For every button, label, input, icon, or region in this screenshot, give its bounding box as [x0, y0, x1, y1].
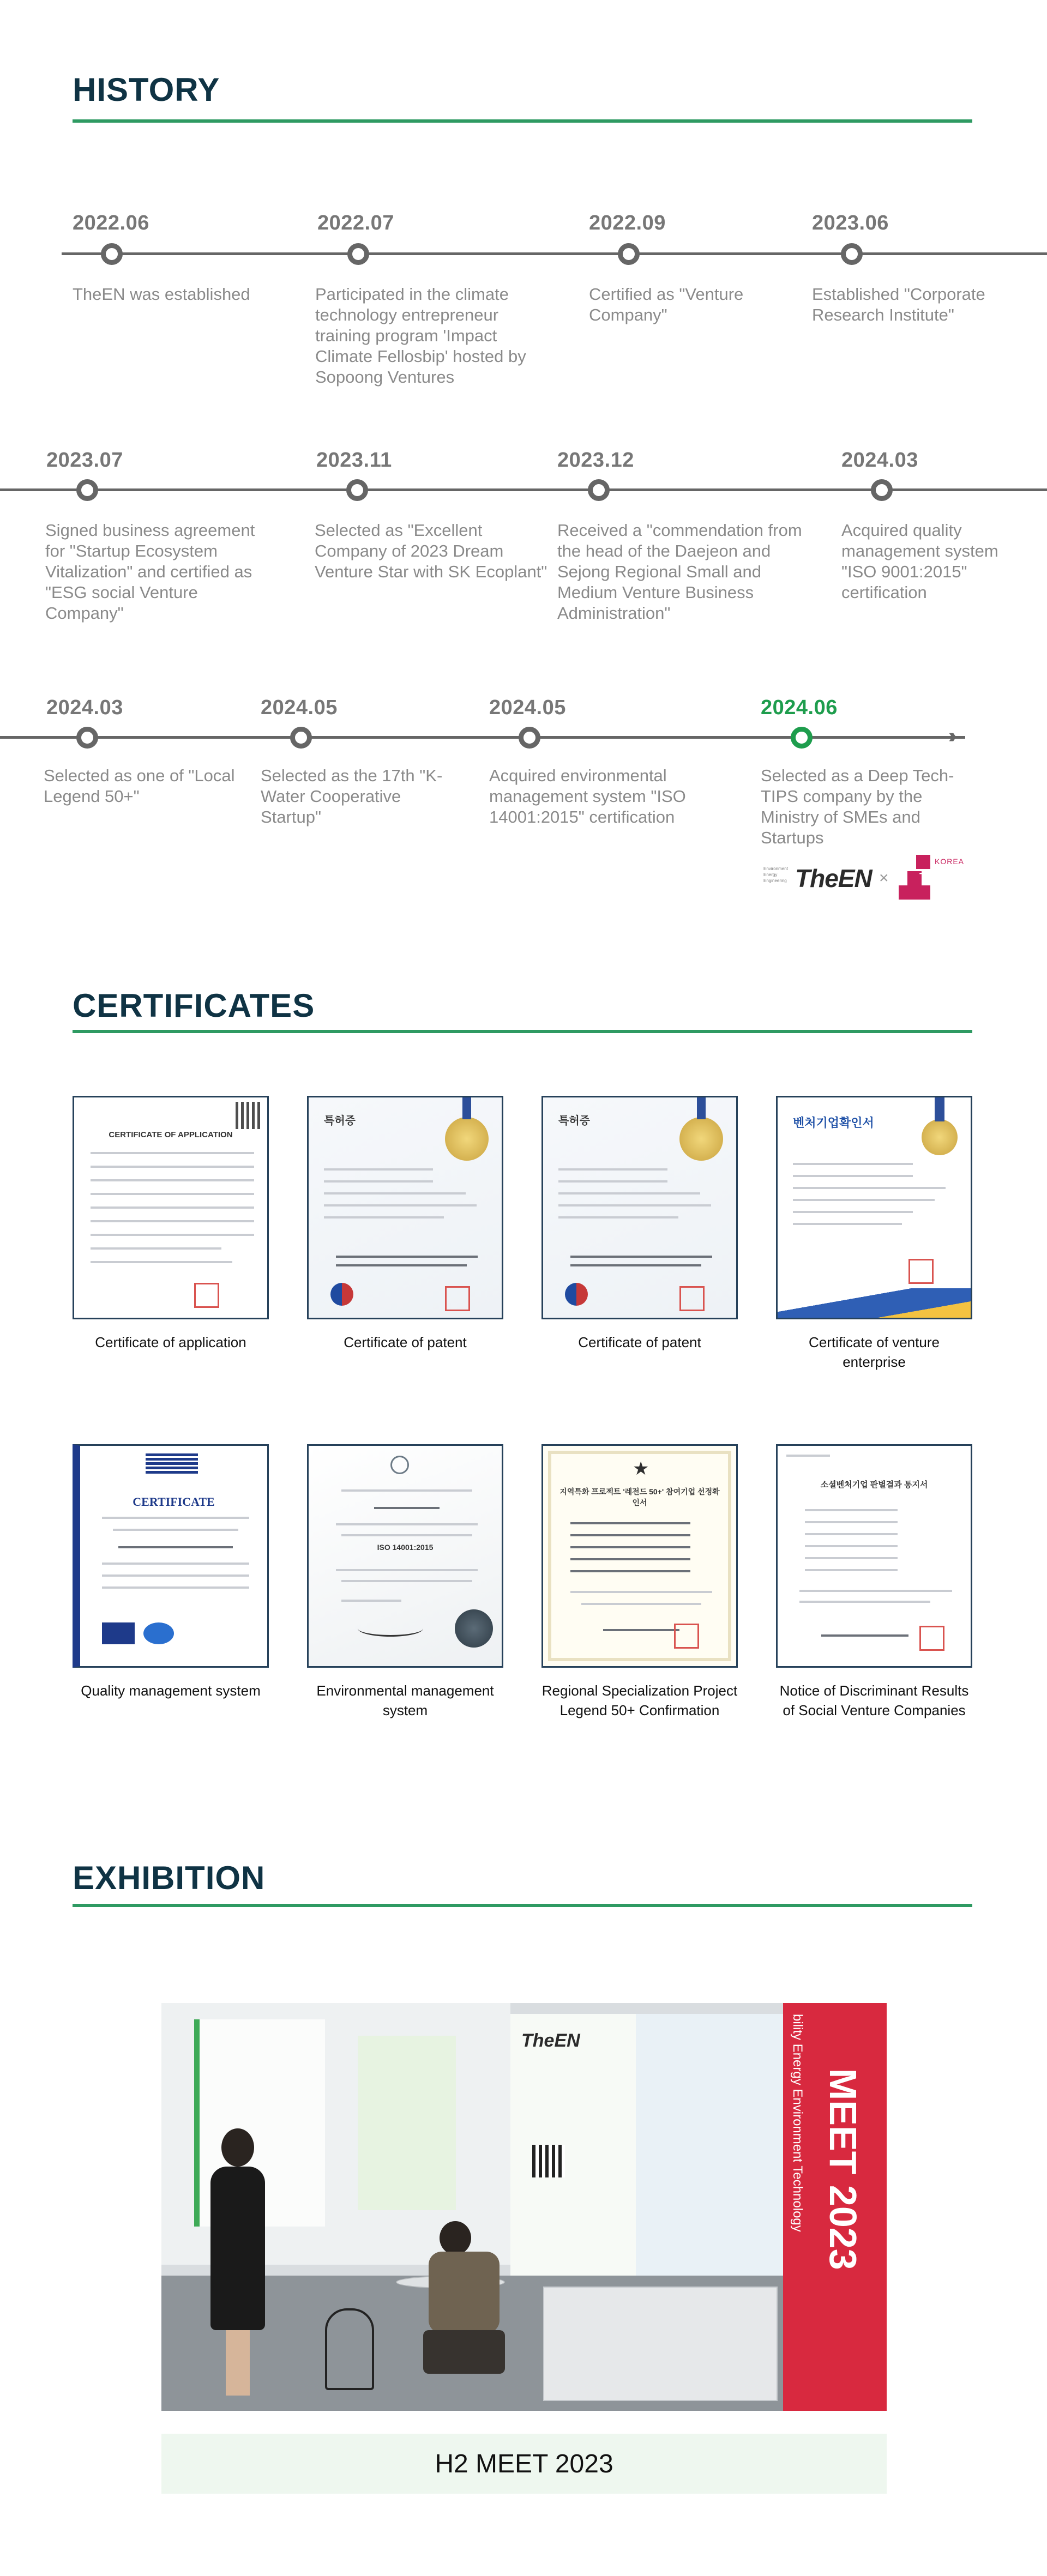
doc-line	[793, 1187, 946, 1189]
kipo-emblem-icon	[330, 1283, 353, 1306]
timeline-date: 2023.07	[46, 449, 123, 472]
doc-line	[91, 1220, 254, 1222]
certificate-image	[541, 1096, 738, 1319]
booth-panel-right	[636, 2014, 783, 2276]
certificate-caption: Certificate of patent	[578, 1334, 701, 1350]
doc-line	[324, 1180, 433, 1183]
seal-stamp-icon	[919, 1626, 944, 1651]
gold-seal-icon	[679, 1117, 723, 1161]
certificate-heading: 특허증	[324, 1115, 356, 1127]
person-head	[440, 2221, 471, 2255]
org-emblem-icon	[390, 1456, 409, 1474]
doc-line	[102, 1517, 249, 1519]
doc-line	[793, 1211, 913, 1213]
history-rule	[73, 119, 972, 123]
certificate-image	[541, 1444, 738, 1668]
doc-line	[603, 1629, 679, 1631]
person-standing	[205, 2128, 270, 2396]
certificate-card[interactable]	[307, 1096, 503, 1352]
timeline-dot-active	[791, 727, 813, 749]
seal-stamp-icon	[674, 1624, 699, 1649]
doc-line	[805, 1509, 898, 1511]
certificate-heading: CERTIFICATE	[133, 1495, 215, 1509]
doc-line	[102, 1586, 249, 1589]
doc-line	[805, 1533, 898, 1535]
timeline-date: 2022.09	[589, 212, 666, 234]
doc-line	[324, 1192, 466, 1195]
seal-stamp-icon	[445, 1286, 470, 1311]
doc-line	[558, 1192, 700, 1195]
display-table	[543, 2287, 778, 2401]
ribbon-icon	[462, 1097, 471, 1119]
timeline-dot	[588, 479, 610, 501]
tips-logo	[899, 855, 975, 901]
timeline-text: Selected as a Deep Tech-TIPS company by the Ministry of SMEs and Startups	[761, 766, 954, 847]
timeline-date: 2024.05	[489, 696, 566, 719]
star-emblem-icon: ★	[633, 1458, 649, 1479]
doc-line	[805, 1569, 898, 1571]
doc-line	[793, 1199, 935, 1201]
doc-line	[799, 1590, 952, 1592]
ribbon-icon	[697, 1097, 706, 1119]
booth-poster-center	[358, 2036, 456, 2210]
doc-line	[570, 1264, 701, 1266]
signature-mark	[358, 1620, 423, 1637]
banner-text: MEET 2023	[822, 2068, 864, 2270]
doc-line	[102, 1563, 249, 1565]
timeline-dot	[871, 479, 893, 501]
qr-code-icon	[236, 1102, 263, 1129]
certificate-image	[307, 1444, 503, 1668]
doc-line	[570, 1570, 690, 1572]
theen-logo	[763, 864, 872, 896]
doc-line	[558, 1168, 667, 1171]
certificates-title: CERTIFICATES	[73, 987, 315, 1024]
doc-line	[570, 1558, 690, 1560]
timeline-date: 2023.12	[557, 449, 634, 472]
timeline-text: Acquired environmental management system "ISO 14001:2015" certification	[489, 766, 686, 827]
doc-line	[118, 1546, 233, 1548]
certificate-image	[307, 1096, 503, 1319]
booth-panel-brand	[510, 2014, 636, 2276]
doc-line	[336, 1264, 467, 1266]
tips-logo-korea: KOREA	[935, 857, 965, 866]
certificate-image	[776, 1444, 972, 1668]
tips-logo-text: TIPS	[919, 871, 948, 883]
timeline-date: 2023.11	[316, 449, 392, 472]
doc-line	[570, 1546, 690, 1548]
timeline-date: 2022.07	[317, 212, 394, 234]
timeline-date: 2022.06	[73, 212, 149, 234]
certificate-card[interactable]	[541, 1444, 738, 1720]
theen-logo-wordmark: TheEN	[795, 864, 872, 892]
tips-logo-block	[916, 855, 930, 869]
seal-stamp-icon	[908, 1259, 934, 1284]
certificate-heading: 지역특화 프로젝트 '레전드 50+' 참여기업 선정확인서	[559, 1487, 720, 1507]
certificate-caption: Certificate of application	[95, 1334, 246, 1350]
timeline-date-active: 2024.06	[761, 696, 838, 719]
doc-line	[558, 1204, 711, 1206]
tips-logo-block	[899, 885, 930, 900]
timeline-dot	[346, 479, 368, 501]
booth-brand-text: TheEN	[521, 2030, 580, 2051]
theen-logo-tagline: Environment Energy Engineering	[763, 866, 788, 883]
timeline-dot	[76, 727, 98, 749]
chair	[325, 2308, 374, 2390]
ribbon-icon	[935, 1097, 944, 1121]
doc-line	[324, 1204, 477, 1206]
timeline-date: 2023.06	[812, 212, 889, 234]
certificate-caption: Environmental management system	[316, 1682, 494, 1718]
timeline-dot	[76, 479, 98, 501]
doc-line	[786, 1455, 830, 1457]
doc-line	[91, 1179, 254, 1181]
certificate-card[interactable]	[307, 1444, 503, 1720]
doc-line	[341, 1580, 472, 1582]
doc-line	[805, 1557, 898, 1559]
doc-line	[570, 1591, 712, 1593]
doc-line	[91, 1234, 254, 1236]
doc-line	[570, 1256, 712, 1258]
certificate-heading: 특허증	[558, 1115, 590, 1127]
timeline-dot	[519, 727, 540, 749]
timeline-dot	[347, 243, 369, 265]
certificate-card[interactable]	[776, 1096, 972, 1372]
accreditation-seal-icon	[455, 1609, 493, 1648]
certificate-card[interactable]	[73, 1444, 269, 1700]
banner-red	[783, 2003, 887, 2411]
doc-line	[102, 1574, 249, 1577]
timeline-text: Participated in the climate technology entrepreneur training program 'Impact Climate Fellosbip' hosted by Sopoong Ventures	[315, 285, 526, 387]
wave-band	[778, 1288, 972, 1319]
seal-stamp-icon	[679, 1286, 705, 1311]
certificates-rule	[73, 1030, 972, 1033]
doc-line	[341, 1534, 472, 1536]
timeline-date: 2024.03	[841, 449, 918, 472]
timeline-dot	[618, 243, 640, 265]
doc-line	[336, 1256, 478, 1258]
qr-code-icon	[532, 2145, 565, 2177]
doc-line	[805, 1521, 898, 1523]
doc-line	[793, 1163, 913, 1165]
timeline-text: Selected as the 17th "K-Water Cooperative Startup"	[261, 766, 443, 827]
gold-medal-icon	[922, 1119, 958, 1155]
timeline-text: Received a "commendation from the head of the Daejeon and Sejong Regional Small and Medium Venture Business Administration"	[557, 521, 802, 623]
certificate-image	[776, 1096, 972, 1319]
exhibition-title: EXHIBITION	[73, 1860, 266, 1896]
doc-line	[558, 1216, 678, 1218]
certificate-caption: Quality management system	[81, 1682, 261, 1699]
doc-line	[91, 1152, 254, 1154]
certificate-card[interactable]	[541, 1096, 738, 1352]
doc-line	[805, 1545, 898, 1547]
igc-badge-icon	[102, 1622, 135, 1644]
gold-seal-icon	[445, 1117, 489, 1161]
doc-line	[821, 1634, 908, 1637]
certificate-heading: 소셜벤처기업 판별결과 통지서	[820, 1480, 928, 1489]
timeline-line-1	[62, 252, 1047, 255]
doc-line	[341, 1489, 472, 1492]
timeline-text: TheEN was established	[73, 285, 250, 304]
certificate-card[interactable]	[776, 1444, 972, 1720]
doc-line	[91, 1261, 232, 1263]
doc-line	[793, 1223, 902, 1225]
exhibition-rule	[73, 1904, 972, 1907]
exhibition-caption: H2 MEET 2023	[435, 2449, 613, 2478]
doc-line	[570, 1522, 690, 1524]
person-legs	[423, 2330, 505, 2374]
person-body	[210, 2167, 265, 2330]
certificate-heading: 벤처기업확인서	[793, 1116, 874, 1130]
certificate-image	[73, 1096, 269, 1319]
doc-line	[91, 1206, 254, 1209]
timeline-text: Selected as "Excellent Company of 2023 Dream Venture Star with SK Ecoplant"	[315, 521, 547, 581]
exhibition-photo	[161, 2003, 887, 2411]
doc-line	[324, 1216, 444, 1218]
certificate-heading: ISO 14001:2015	[377, 1543, 434, 1552]
doc-line	[793, 1175, 913, 1177]
doc-line	[336, 1523, 478, 1525]
certificate-caption: Regional Specialization Project Legend 50+ Confirmation	[541, 1682, 738, 1718]
timeline-dot	[841, 243, 863, 265]
timeline-dot	[290, 727, 312, 749]
doc-line	[374, 1507, 440, 1509]
kipo-emblem-icon	[565, 1283, 588, 1306]
timeline-date: 2024.03	[46, 696, 123, 719]
timeline-text: Selected as one of "Local Legend 50+"	[44, 766, 235, 806]
doc-line	[799, 1601, 930, 1603]
history-title: HISTORY	[73, 71, 220, 108]
certificate-caption: Notice of Discriminant Results of Social Venture Companies	[779, 1682, 969, 1718]
doc-line	[581, 1603, 701, 1605]
igc-logo-icon	[146, 1453, 198, 1475]
iaf-badge-icon	[143, 1622, 174, 1644]
exhibition-caption-box	[161, 2434, 887, 2494]
certificate-heading: CERTIFICATE OF APPLICATION	[109, 1130, 233, 1139]
doc-line	[113, 1529, 238, 1531]
certificate-image	[73, 1444, 269, 1668]
banner-subtext: bility Energy Environment Technology	[790, 2014, 805, 2232]
person-body	[429, 2252, 500, 2333]
doc-line	[91, 1166, 254, 1168]
certificate-card[interactable]	[73, 1096, 269, 1352]
timeline-text: Established "Corporate Research Institute"	[812, 285, 985, 324]
doc-line	[91, 1247, 221, 1250]
doc-line	[558, 1180, 667, 1183]
timeline-text: Certified as "Venture Company"	[589, 285, 744, 324]
timeline-line-3	[0, 736, 965, 739]
doc-line	[570, 1534, 690, 1536]
doc-line	[336, 1569, 478, 1571]
timeline-text: Acquired quality management system "ISO 9001:2015" certification	[841, 521, 998, 602]
doc-line	[341, 1600, 401, 1602]
person-seated	[418, 2221, 505, 2385]
seal-stamp-icon	[194, 1283, 219, 1308]
timeline-dot	[101, 243, 123, 265]
doc-line	[91, 1193, 254, 1195]
person-legs	[226, 2330, 250, 2396]
certificate-caption: Certificate of patent	[344, 1334, 467, 1350]
person-head	[221, 2128, 254, 2167]
certificate-caption: Certificate of venture enterprise	[809, 1334, 940, 1370]
doc-line	[324, 1168, 433, 1171]
times-symbol: ×	[879, 869, 889, 887]
timeline-text: Signed business agreement for "Startup Ecosystem Vitalization" and certified as "ESG social Venture Company"	[45, 521, 255, 623]
timeline-date: 2024.05	[261, 696, 338, 719]
